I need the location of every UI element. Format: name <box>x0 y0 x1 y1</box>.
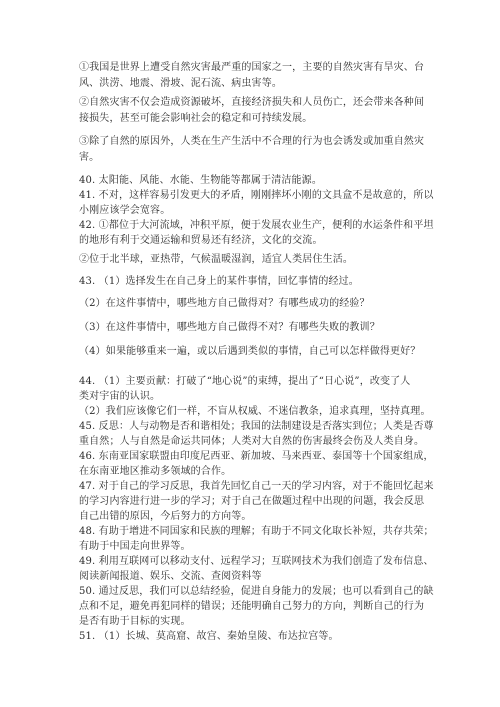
text-line: 46. 东南亚国家联盟由印度尼西亚、新加坡、马来西亚、泰国等十个国家组成， <box>79 451 434 462</box>
text-line: 40. 太阳能、风能、水能、生物能等都属于清洁能源。 <box>79 175 322 186</box>
text-line: 阅读新闻报道、娱乐、交流、查阅资料等 <box>79 571 262 582</box>
text-line: （4）如果能够重来一遍，或以后遇到类似的事情，自己可以怎样做得更好？ <box>79 346 421 357</box>
text-line: 风、洪涝、地震、滑坡、泥石流、病虫害等。 <box>79 78 282 89</box>
text-line: 在东南亚地区推动多领域的合作。 <box>79 466 232 477</box>
text-line: 49. 利用互联网可以移动支付、远程学习；互联网技术为我们创造了发布信息、 <box>79 556 434 567</box>
text-line: 有助于中国走向世界等。 <box>79 541 191 552</box>
text-line: 点和不足，避免再犯同样的错误；还能明确自己努力的方向，判断自己的行为 <box>79 601 425 612</box>
text-line: （3）在这件事情中，哪些地方自己做得不对？有哪些失败的教训？ <box>79 322 380 333</box>
text-line: 44. （1）主要贡献：打破了“地心说”的束缚，提出了“日心说”，改变了人 <box>79 376 411 387</box>
text-line: 51. （1）长城、莫高窟、故宫、秦始皇陵、布达拉宫等。 <box>79 631 339 642</box>
text-line: 接损失，甚至可能会影响社会的稳定和可持续发展。 <box>79 113 313 124</box>
text-line: 50. 通过反思，我们可以总结经验，促进自身能力的发展；也可以看到自己的缺 <box>79 586 434 597</box>
text-line: （2）在这件事情中，哪些地方自己做得对？有哪些成功的经验？ <box>79 298 370 309</box>
text-line: 重自然；人与自然是命运共同体；人类对大自然的伤害最终会伤及人类自身。 <box>79 436 425 447</box>
text-line: ②位于北半球，亚热带，气候温暖湿润，适宜人类居住生活。 <box>79 254 354 265</box>
text-line: 自己出错的原因，今后努力的方向等。 <box>79 511 252 522</box>
text-line: 42. ①都位于大河流域，冲积平原，便于发展农业生产，便利的水运条件和平坦 <box>79 220 434 231</box>
text-line: 的地形有利于交通运输和贸易还有经济，文化的交流。 <box>79 235 323 246</box>
text-line: ③除了自然的原因外，人类在生产生活中不合理的行为也会诱发或加重自然灾 <box>79 136 425 147</box>
text-line: 45. 反思：人与动物是否和谐相处；我国的法制建设是否落实到位；人类是否尊 <box>79 421 434 432</box>
text-line: 48. 有助于增进不同国家和民族的理解；有助于不同文化取长补短，共存共荣； <box>79 526 434 537</box>
text-line: 41. 不对，这样容易引发更大的矛盾，刚刚摔坏小刚的文具盒不是故意的，所以 <box>79 190 434 201</box>
text-line: 是否有助于目标的实现。 <box>79 616 191 627</box>
text-line: ②自然灾害不仅会造成资源破坏，直接经济损失和人员伤亡，还会带来各种间 <box>79 97 425 108</box>
text-line: 43. （1）选择发生在自己身上的某件事情，回忆事情的经过。 <box>79 276 359 287</box>
text-line: 的学习内容进行进一步的学习；对于自己在做题过程中出现的问题，我会反思 <box>79 496 425 507</box>
text-line: （2）我们应该像它们一样，不盲从权威、不迷信教条，追求真理，坚持真理。 <box>79 406 431 417</box>
text-line: 47. 对于自己的学习反思，我首先回忆自己一天的学习内容，对于不能回忆起来 <box>79 481 434 492</box>
text-line: 害。 <box>79 152 100 163</box>
text-line: 类对宇宙的认识。 <box>79 391 161 402</box>
text-line: ①我国是世界上遭受自然灾害最严重的国家之一，主要的自然灾害有旱灾、台 <box>79 62 425 73</box>
text-line: 小刚应该学会宽容。 <box>79 205 171 216</box>
